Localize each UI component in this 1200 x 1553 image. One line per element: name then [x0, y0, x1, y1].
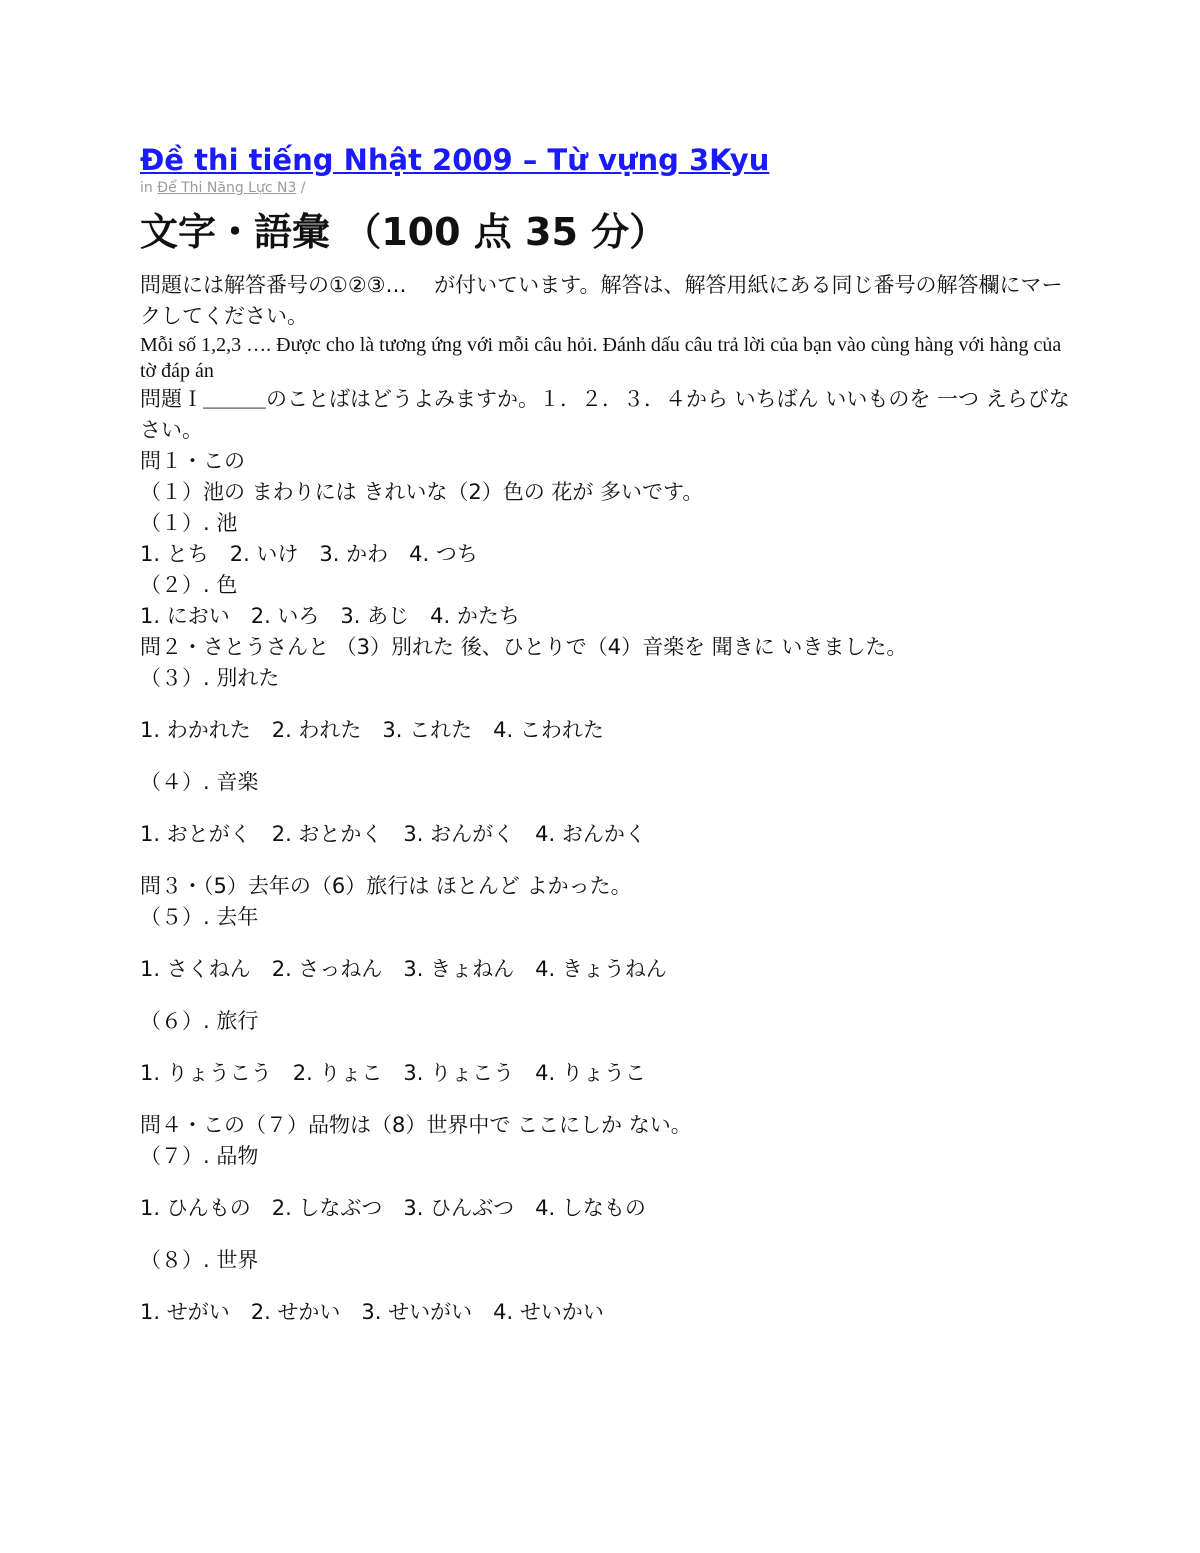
q4-item-2-label: （８）. 世界 [140, 1248, 259, 1272]
q2-item-2-label: （４）. 音楽 [140, 770, 259, 794]
section-heading: 文字・語彙 （100 点 35 分） [140, 210, 668, 254]
q3-item-2-label: （６）. 旅行 [140, 1009, 259, 1033]
q2-item-1-label: （３）. 別れた [140, 666, 280, 690]
category-line [140, 180, 1070, 196]
question-2-label: 問２・さとうさんと （3）別れた 後、ひとりで（4）音楽を 聞きに いきました。 [140, 635, 908, 659]
q2-item-2-options: 1. おとがく 2. おとかく 3. おんがく 4. おんかく [140, 822, 646, 846]
q4-item-1-options: 1. ひんもの 2. しなぶつ 3. ひんぶつ 4. しなもの [140, 1196, 646, 1220]
q4-item-2-options: 1. せがい 2. せかい 3. せいがい 4. せいかい [140, 1300, 604, 1324]
question-1-sentence: （１）池の まわりには きれいな（2）色の 花が 多いです。 [140, 480, 704, 504]
question-1-label: 問１・この [140, 449, 245, 473]
q1-item-2-options: 1. におい 2. いろ 3. あじ 4. かたち [140, 604, 520, 628]
instructions-jp: 問題には解答番号の①②③… が付いています。解答は、解答用紙にある同じ番号の解答欄にマークしてください。 [140, 273, 1063, 328]
question-3-label: 問３・（5）去年の（6）旅行は ほとんど よかった。 [140, 874, 632, 898]
q1-item-1-options: 1. とち 2. いけ 3. かわ 4. つち [140, 542, 478, 566]
category-link[interactable]: Để Thi Năng Lực N3 [157, 180, 297, 196]
q3-item-1-options: 1. さくねん 2. さっねん 3. きょねん 4. きょうねん [140, 957, 667, 981]
q1-item-1-label: （１）. 池 [140, 511, 238, 535]
category-prefix: in [140, 180, 158, 196]
page-title-link[interactable]: Đề thi tiếng Nhật 2009 – Từ vựng 3Kyu [140, 143, 770, 177]
category-suffix: / [296, 180, 306, 196]
q3-item-2-options: 1. りょうこう 2. りょこ 3. りょこう 4. りょうこ [140, 1061, 646, 1085]
q3-item-1-label: （５）. 去年 [140, 905, 259, 929]
q1-item-2-label: （２）. 色 [140, 573, 238, 597]
q4-item-1-label: （７）. 品物 [140, 1144, 259, 1168]
document-page [140, 140, 1070, 1328]
q2-item-1-options: 1. わかれた 2. われた 3. これた 4. こわれた [140, 718, 604, 742]
question-4-label: 問４・この（７）品物は（8）世界中で ここにしか ない。 [140, 1113, 692, 1137]
problem-intro: 問題Ｉ＿＿＿のことばはどうよみますか。１．２．３．４から いちばん いいものを 一つ えらびなさい。 [140, 387, 1070, 442]
instructions-vi: Mỗi số 1,2,3 …. Được cho là tương ứng với mỗi câu hỏi. Đánh dấu câu trả lời của bạn vào cùng hàng với hàng của tờ đáp án [140, 334, 1062, 382]
